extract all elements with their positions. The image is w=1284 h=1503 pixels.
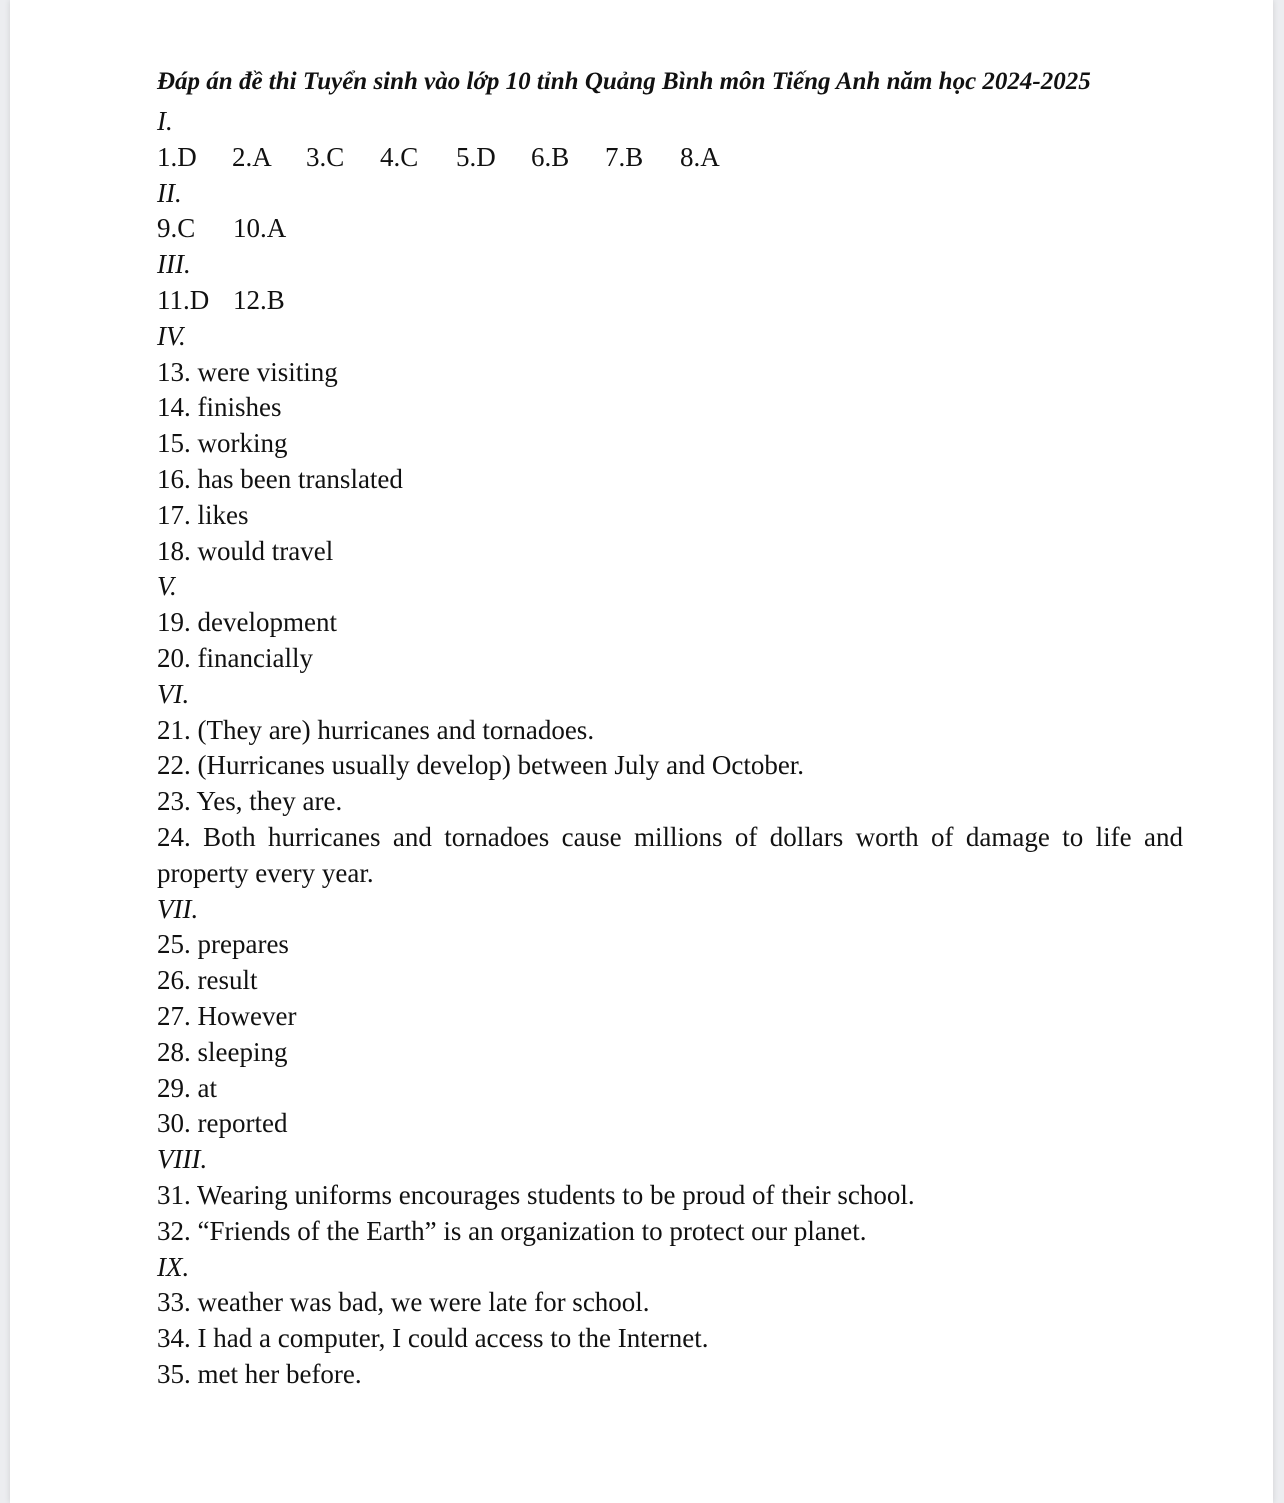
page-title: Đáp án đề thi Tuyển sinh vào lớp 10 tỉnh Quảng Bình môn Tiếng Anh năm học 2024-2025 — [157, 68, 1091, 95]
section-heading-1: I. — [157, 106, 173, 136]
answer-row-1 — [157, 140, 1197, 176]
answer-item: 9.C — [157, 213, 196, 244]
answer-line: 25. prepares — [157, 929, 289, 960]
answer-row-3 — [157, 283, 1197, 319]
answer-line: 15. working — [157, 428, 288, 459]
answer-item: 7.B — [605, 141, 644, 172]
answer-line: 28. sleeping — [157, 1036, 288, 1067]
answer-item: 6.B — [531, 141, 570, 172]
answer-item: 10.A — [233, 213, 287, 244]
answer-line: 13. were visiting — [157, 356, 338, 387]
answer-item: 4.C — [380, 141, 419, 172]
answer-line: 32. “Friends of the Earth” is an organization to protect our planet. — [157, 1215, 867, 1246]
answer-item: 12.B — [233, 284, 285, 315]
section-heading-4: IV. — [157, 320, 186, 351]
answer-row-2 — [157, 211, 1197, 247]
answer-item: 8.A — [680, 141, 720, 172]
answer-line: 18. would travel — [157, 535, 334, 566]
answer-line: 34. I had a computer, I could access to the Internet. — [157, 1323, 709, 1354]
answer-item: 2.A — [232, 141, 272, 172]
answer-line: 19. development — [157, 607, 337, 638]
answer-line: 16. has been translated — [157, 463, 403, 494]
section-heading-2: II. — [157, 177, 182, 208]
answer-line: 20. financially — [157, 642, 313, 673]
answer-line: 21. (They are) hurricanes and tornadoes. — [157, 714, 595, 745]
section-heading-5: V. — [157, 571, 177, 602]
answer-line: 24. Both hurricanes and tornadoes cause millions of dollars worth of damage to life and property every year. — [157, 821, 1183, 888]
answer-line: 22. (Hurricanes usually develop) between July and October. — [157, 750, 805, 781]
answer-item: 5.D — [456, 141, 496, 172]
document-content — [157, 60, 1197, 1393]
answer-line: 26. result — [157, 965, 258, 996]
answer-line: 17. likes — [157, 499, 249, 530]
section-heading-8: VIII. — [157, 1144, 208, 1175]
answer-line: 14. finishes — [157, 392, 282, 423]
answer-line: 27. However — [157, 1000, 297, 1031]
section-heading-6: VI. — [157, 678, 190, 709]
section-heading-3: III. — [157, 249, 191, 280]
answer-line: 30. reported — [157, 1108, 288, 1139]
section-heading-7: VII. — [157, 893, 199, 924]
answer-line: 29. at — [157, 1072, 217, 1103]
answer-item: 1.D — [157, 141, 197, 172]
answer-line: 35. met her before. — [157, 1358, 362, 1389]
answer-item: 3.C — [306, 141, 345, 172]
answer-line: 33. weather was bad, we were late for school. — [157, 1287, 650, 1318]
section-heading-9: IX. — [157, 1251, 190, 1282]
answer-line: 31. Wearing uniforms encourages students to be proud of their school. — [157, 1179, 915, 1210]
document-page — [10, 0, 1273, 1503]
answer-item: 11.D — [157, 284, 210, 315]
answer-line: 23. Yes, they are. — [157, 786, 343, 817]
